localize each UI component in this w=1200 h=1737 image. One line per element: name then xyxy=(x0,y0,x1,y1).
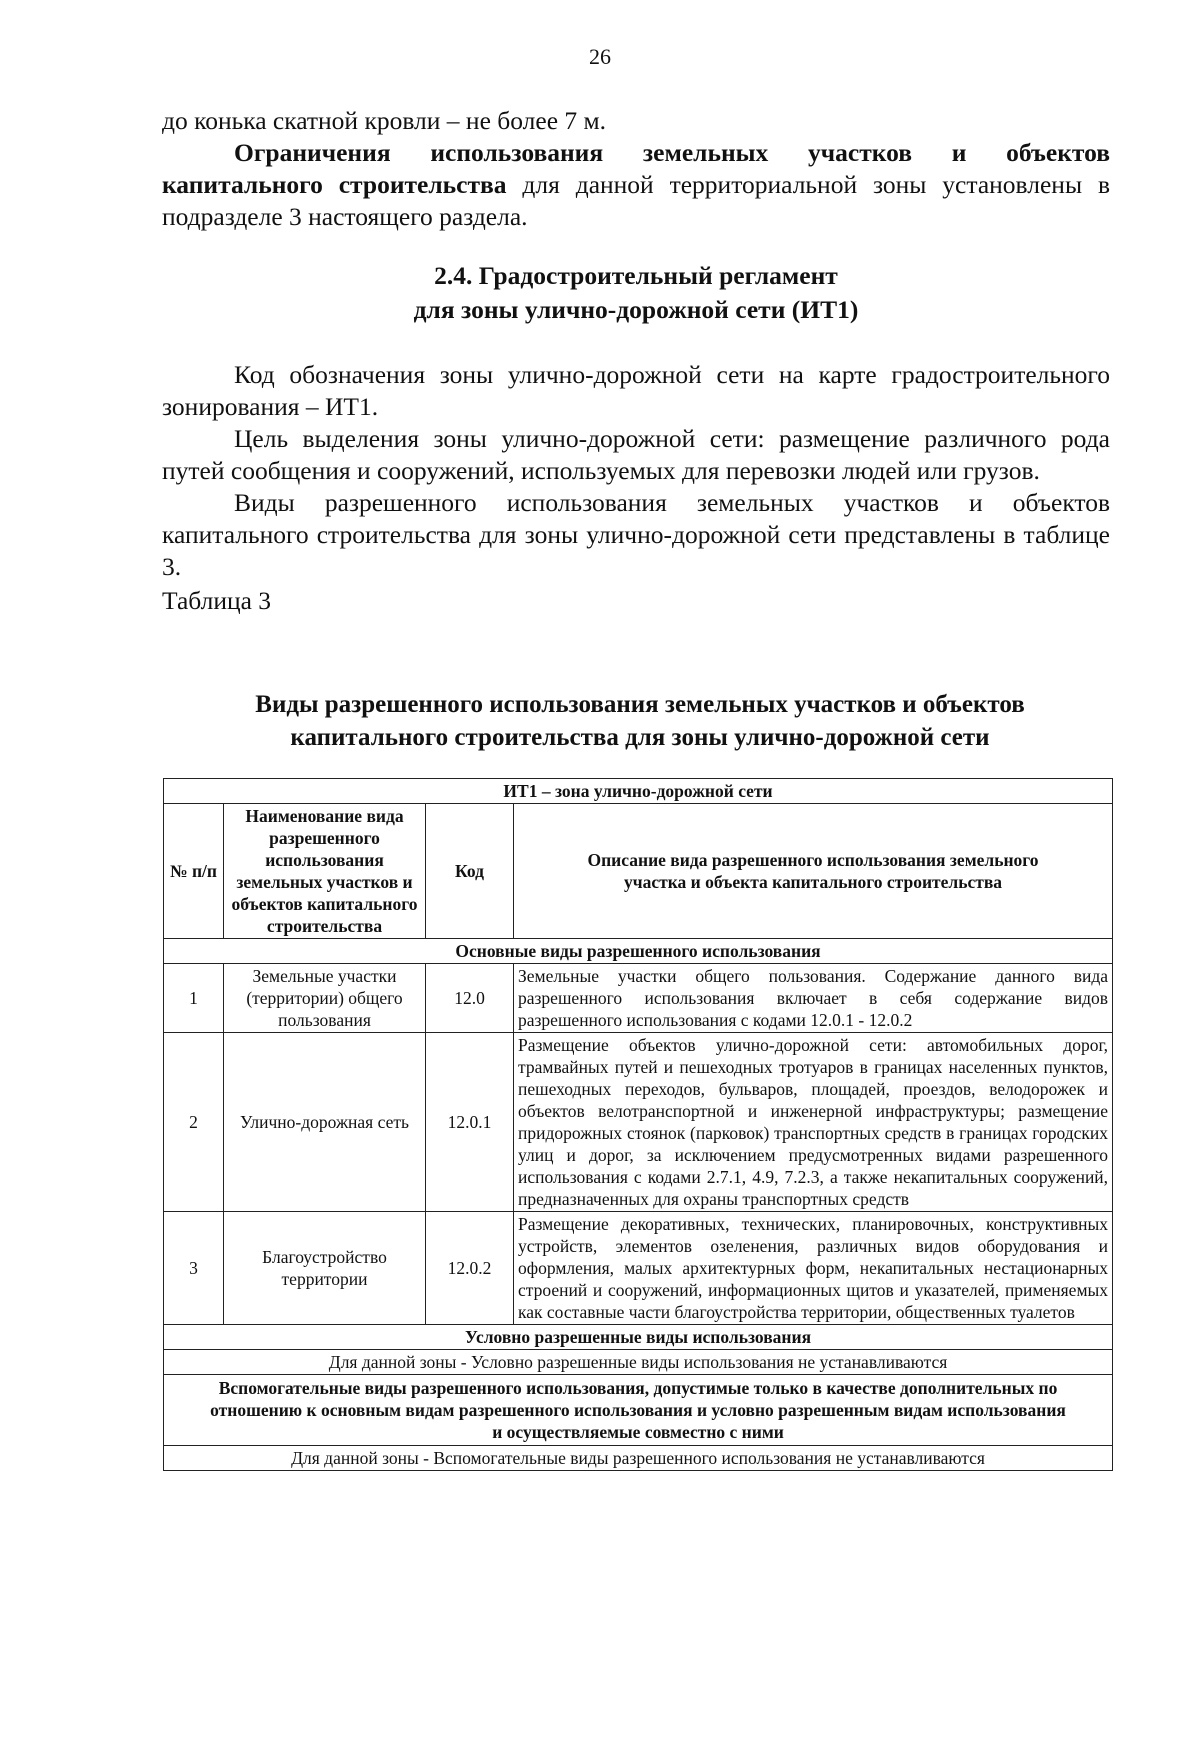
paragraph-roof-height: до конька скатной кровли – не более 7 м. xyxy=(162,106,607,135)
section-heading-line2: для зоны улично-дорожной сети (ИТ1) xyxy=(413,295,859,324)
header-num: № п/п xyxy=(164,804,224,939)
restrictions-bold-lead: Ограничения использования земельных участков и объектов капитального строительства xyxy=(162,138,1110,199)
row-name: Благоустройство территории xyxy=(224,1212,426,1325)
table-row xyxy=(164,1033,1113,1212)
row-description: Земельные участки общего пользования. Содержание данного вида разрешенного использования включает в себя содержание видов разрешенного использования с кодами 12.0.1 - 12.0.2 xyxy=(514,964,1113,1033)
auxiliary-note-row xyxy=(164,1446,1113,1471)
row-code: 12.0.2 xyxy=(426,1212,514,1325)
section-auxiliary: Вспомогательные виды разрешенного использования, допустимые только в качестве дополнительных по отношению к основным видам разрешенного использования и условно разрешенным видам использования и осуществляемые совместно с ними xyxy=(164,1375,1113,1446)
row-num: 3 xyxy=(164,1212,224,1325)
paragraph-table-reference: Виды разрешенного использования земельных участков и объектов капитального строительства для зоны улично-дорожной сети представлены в таблице 3. xyxy=(162,488,1110,581)
header-code: Код xyxy=(426,804,514,939)
row-code: 12.0.1 xyxy=(426,1033,514,1212)
row-name: Улично-дорожная сеть xyxy=(224,1033,426,1212)
row-num: 2 xyxy=(164,1033,224,1212)
table-label: Таблица 3 xyxy=(162,586,272,615)
row-num: 1 xyxy=(164,964,224,1033)
table-title xyxy=(140,688,1140,754)
table-title-line1: Виды разрешенного использования земельных участков и объектов xyxy=(255,691,1025,718)
section-heading-line1: 2.4. Градостроительный регламент xyxy=(434,261,838,290)
table-title-line2: капитального строительства для зоны улично-дорожной сети xyxy=(290,724,990,751)
conditional-note: Для данной зоны - Условно разрешенные виды использования не устанавливаются xyxy=(164,1350,1113,1375)
document-body xyxy=(162,105,1110,617)
table-row xyxy=(164,1212,1113,1325)
header-name: Наименование вида разрешенного использования земельных участков и объектов капитального строительства xyxy=(224,804,426,939)
conditional-note-row xyxy=(164,1350,1113,1375)
section-auxiliary-row xyxy=(164,1375,1113,1446)
table-column-headers xyxy=(164,804,1113,939)
table-row xyxy=(164,964,1113,1033)
row-name: Земельные участки (территории) общего пользования xyxy=(224,964,426,1033)
paragraph-zone-purpose: Цель выделения зоны улично-дорожной сети: размещение различного рода путей сообщения и сооружений, используемых для перевозки людей или грузов. xyxy=(162,424,1110,485)
paragraph-restrictions xyxy=(162,137,1110,233)
page-number: 26 xyxy=(589,44,611,69)
section-main: Основные виды разрешенного использования xyxy=(164,939,1113,964)
section-main-row xyxy=(164,939,1113,964)
header-description: Описание вида разрешенного использования земельного участка и объекта капитального строительства xyxy=(514,804,1113,939)
restrictions-rest: для данной территориальной зоны установлены в подразделе 3 настоящего раздела. xyxy=(162,170,1111,231)
section-conditional: Условно разрешенные виды использования xyxy=(164,1325,1113,1350)
paragraph-zone-code: Код обозначения зоны улично-дорожной сети на карте градостроительного зонирования – ИТ1. xyxy=(162,360,1110,421)
table-zone-header-row xyxy=(164,779,1113,804)
auxiliary-note: Для данной зоны - Вспомогательные виды разрешенного использования не устанавливаются xyxy=(164,1446,1113,1471)
regulation-table xyxy=(163,778,1113,1471)
section-conditional-row xyxy=(164,1325,1113,1350)
section-heading xyxy=(162,259,1110,327)
row-code: 12.0 xyxy=(426,964,514,1033)
zone-header: ИТ1 – зона улично-дорожной сети xyxy=(164,779,1113,804)
row-description: Размещение объектов улично-дорожной сети: автомобильных дорог, трамвайных путей и пешеходных тротуаров в границах населенных пунктов, пешеходных переходов, бульваров, площадей, проездов, велодорожек и объектов велотранспортной и инженерной инфраструктуры; размещение придорожных стоянок (парковок) транспортных средств в границах городских улиц и дорог, за исключением предусмотренных видами разрешенного использования с кодами 2.7.1, 4.9, 7.2.3, а также некапитальных сооружений, предназначенных для охраны транспортных средств xyxy=(514,1033,1113,1212)
row-description: Размещение декоративных, технических, планировочных, конструктивных устройств, элементов озеленения, различных видов оборудования и оформления, малых архитектурных форм, некапитальных нестационарных строений и сооружений, информационных щитов и указателей, применяемых как составные части благоустройства территории, общественных туалетов xyxy=(514,1212,1113,1325)
